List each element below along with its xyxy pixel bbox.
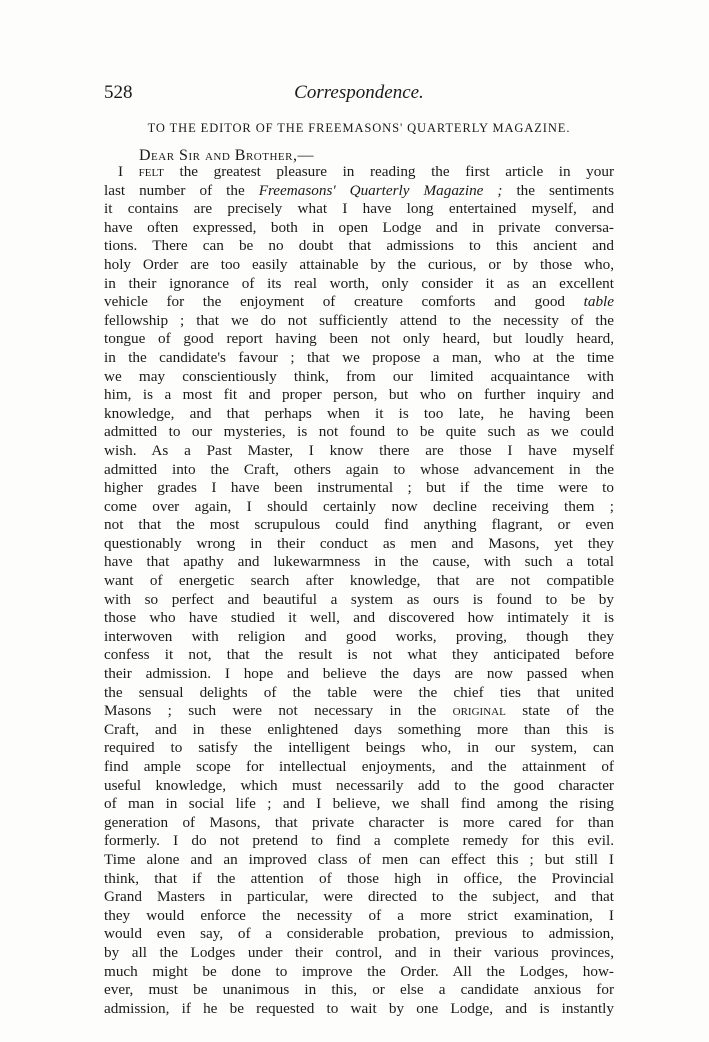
text-run: the sensual delights of the table were the chief ties that united bbox=[104, 683, 614, 701]
letter-body bbox=[104, 163, 614, 1018]
text-run: think, that if the attention of those high in office, the Provincial bbox=[104, 869, 614, 887]
text-run: vehicle for the enjoyment of creature comforts and good bbox=[104, 293, 584, 311]
text-run: would even say, of a considerable probation, previous to admission, bbox=[104, 925, 614, 943]
text-run: it contains are precisely what I have long entertained myself, and bbox=[104, 200, 614, 218]
text-run: useful knowledge, which must necessarily add to the good character bbox=[104, 776, 614, 794]
text-run: knowledge, and that perhaps when it is too late, he having been bbox=[104, 404, 614, 422]
text-run: we may conscientiously think, from our limited acquaintance with bbox=[104, 367, 614, 385]
text-line bbox=[104, 609, 614, 628]
text-line bbox=[104, 237, 614, 256]
text-line bbox=[104, 851, 614, 870]
text-run: they would enforce the necessity of a more strict examination, I bbox=[104, 906, 614, 924]
text-run: interwoven with religion and good works, proving, though they bbox=[104, 627, 614, 645]
text-line bbox=[104, 572, 614, 591]
text-run: in the candidate's favour ; that we propose a man, who at the time bbox=[104, 348, 614, 366]
text-line bbox=[104, 182, 614, 201]
text-line bbox=[104, 702, 614, 721]
text-line bbox=[104, 516, 614, 535]
text-run: Craft, and in these enlightened days something more than this is bbox=[104, 720, 614, 738]
text-run: Time alone and an improved class of men can effect this ; but still I bbox=[104, 850, 614, 868]
text-run: of man in social life ; and I believe, we shall find among the rising bbox=[104, 795, 614, 813]
text-run: formerly. I do not pretend to find a complete remedy for this evil. bbox=[104, 832, 614, 850]
text-run: I felt bbox=[118, 163, 164, 180]
text-run: admitted to our mysteries, is not found to be quite such as we could bbox=[104, 423, 614, 441]
text-run: higher grades I have been instrumental ; but if the time were to bbox=[104, 479, 614, 497]
text-run: those who have studied it well, and discovered how intimately it is bbox=[104, 609, 614, 627]
text-line bbox=[104, 163, 614, 182]
text-run: with so perfect and beautiful a system as ours is found to be by bbox=[104, 590, 614, 608]
text-run: table bbox=[583, 293, 614, 311]
page-header bbox=[104, 82, 614, 106]
text-run: much might be done to improve the Order. All the Lodges, how- bbox=[104, 962, 614, 980]
text-run: tions. There can be no doubt that admissions to this ancient and bbox=[104, 237, 614, 255]
text-run: Freemasons' Quarterly Magazine ; bbox=[258, 181, 503, 199]
text-line bbox=[104, 553, 614, 572]
text-line bbox=[104, 758, 614, 777]
text-line bbox=[104, 535, 614, 554]
text-line bbox=[104, 944, 614, 963]
text-line bbox=[104, 963, 614, 982]
text-line bbox=[104, 925, 614, 944]
text-line bbox=[104, 312, 614, 331]
text-line bbox=[104, 684, 614, 703]
text-run: the greatest pleasure in reading the first article in your bbox=[163, 163, 614, 180]
text-run: confess it not, that the result is not what they anticipated before bbox=[104, 646, 614, 664]
text-run: required to satisfy the intelligent beings who, in our system, can bbox=[104, 739, 614, 757]
text-run: state of the bbox=[505, 702, 614, 720]
page-number: 528 bbox=[104, 82, 133, 103]
text-run: not that the most scrupulous could find anything flagrant, or even bbox=[104, 516, 614, 534]
text-run: wish. As a Past Master, I know there are those I have myself bbox=[104, 441, 614, 459]
text-run: by all the Lodges under their control, and in their various provinces, bbox=[104, 943, 614, 961]
text-run: generation of Masons, that private character is more cared for than bbox=[104, 813, 614, 831]
text-line bbox=[104, 405, 614, 424]
text-run: the sentiments bbox=[502, 181, 614, 199]
text-run: in their ignorance of its real worth, only consider it as an excellent bbox=[104, 274, 614, 292]
letter-salutation: Dear Sir and Brother,— bbox=[139, 147, 314, 164]
text-run: have that apathy and lukewarmness in the cause, with such a total bbox=[104, 553, 614, 571]
text-line bbox=[104, 349, 614, 368]
text-line bbox=[104, 795, 614, 814]
running-title: Correspondence. bbox=[294, 82, 424, 103]
text-run: original bbox=[452, 702, 506, 720]
text-line bbox=[104, 665, 614, 684]
text-run: their admission. I hope and believe the days are now passed when bbox=[104, 665, 614, 683]
text-run: have often expressed, both in open Lodge and in private conversa- bbox=[104, 218, 614, 236]
text-run: Grand Masters in particular, were directed to the subject, and that bbox=[104, 888, 614, 906]
text-run: holy Order are too easily attainable by the curious, or by those who, bbox=[104, 255, 614, 273]
text-run: find ample scope for intellectual enjoyments, and the attainment of bbox=[104, 758, 614, 775]
text-run: him, is a most fit and proper person, but who on further inquiry and bbox=[104, 386, 614, 404]
text-line bbox=[104, 256, 614, 275]
text-line bbox=[104, 275, 614, 294]
text-line bbox=[104, 646, 614, 665]
text-line bbox=[104, 777, 614, 796]
text-run: questionably wrong in their conduct as men and Masons, yet they bbox=[104, 534, 614, 552]
text-line bbox=[104, 832, 614, 851]
text-line bbox=[104, 814, 614, 833]
text-line bbox=[104, 907, 614, 926]
text-line bbox=[104, 739, 614, 758]
text-run: tongue of good report having been not only heard, but loudly heard, bbox=[104, 330, 614, 348]
text-line bbox=[104, 293, 614, 312]
text-run: last number of the bbox=[104, 181, 259, 199]
text-run: come over again, I should certainly now decline receiving them ; bbox=[104, 497, 614, 515]
text-line bbox=[104, 461, 614, 480]
text-line bbox=[104, 200, 614, 219]
text-line bbox=[104, 423, 614, 442]
text-run: admitted into the Craft, others again to whose advancement in the bbox=[104, 460, 614, 478]
text-line bbox=[104, 981, 614, 1000]
text-line bbox=[104, 442, 614, 461]
text-line bbox=[104, 721, 614, 740]
text-run: want of energetic search after knowledge, that are not compatible bbox=[104, 572, 614, 590]
text-run: Masons ; such were not necessary in the bbox=[104, 702, 453, 720]
text-line bbox=[104, 498, 614, 517]
text-line bbox=[104, 368, 614, 387]
text-line bbox=[104, 1000, 614, 1019]
text-run: admission, if he be requested to wait by one Lodge, and is instantly bbox=[104, 999, 614, 1017]
text-line bbox=[104, 386, 614, 405]
text-run: ever, must be unanimous in this, or else a candidate anxious for bbox=[104, 981, 614, 999]
text-line bbox=[104, 330, 614, 349]
text-line bbox=[104, 479, 614, 498]
text-line bbox=[104, 628, 614, 647]
text-line bbox=[104, 888, 614, 907]
text-run: fellowship ; that we do not sufficiently attend to the necessity of the bbox=[104, 311, 614, 329]
text-line bbox=[104, 219, 614, 238]
text-line bbox=[104, 591, 614, 610]
text-line bbox=[104, 870, 614, 889]
letter-address: TO THE EDITOR OF THE FREEMASONS' QUARTERLY MAGAZINE. bbox=[147, 121, 571, 135]
